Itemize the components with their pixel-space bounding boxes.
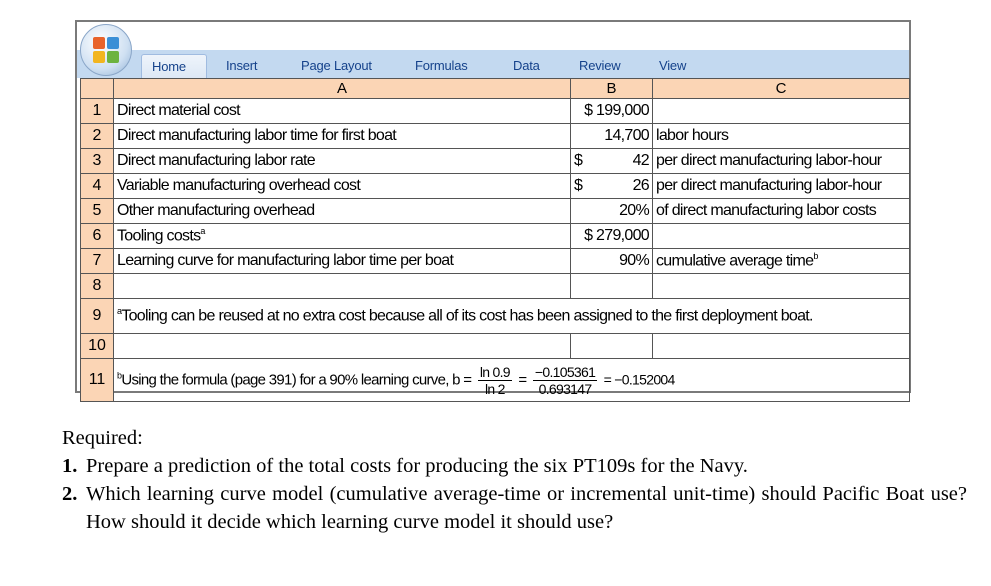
cell-a6[interactable] [114, 224, 571, 249]
cell-a11[interactable] [114, 359, 910, 402]
footnote-text: Tooling can be reused at no extra cost because all of its cost has been assigned to the first deployment boat. [121, 307, 813, 325]
office-button[interactable] [80, 24, 132, 76]
item-text: Which learning curve model (cumulative average-time or incremental unit-time) should Pacific Boat use? How should it decide which learning curve model it should use? [86, 483, 967, 533]
table-row [81, 334, 910, 359]
table-row [81, 124, 910, 149]
cell-text: cumulative average time [656, 252, 814, 270]
cell-c7[interactable] [653, 249, 910, 274]
row-header[interactable]: 1 [81, 99, 114, 124]
denominator: ln 2 [484, 380, 505, 397]
spreadsheet-window [75, 20, 911, 397]
tab-formulas[interactable]: Formulas [415, 58, 468, 73]
column-header-row [81, 79, 910, 99]
cell-value: 26 [632, 177, 649, 194]
cell-b7[interactable]: 90% [571, 249, 653, 274]
table-row [81, 249, 910, 274]
column-header-c[interactable]: C [653, 79, 910, 99]
footnote-marker: b [117, 369, 122, 380]
spreadsheet-grid [80, 78, 910, 402]
cell-b3[interactable] [571, 149, 653, 174]
footnote-marker: a [200, 226, 205, 237]
select-all-corner[interactable] [81, 79, 114, 99]
cell-c1[interactable] [653, 99, 910, 124]
cell-b1[interactable]: $ 199,000 [571, 99, 653, 124]
row-header[interactable]: 8 [81, 274, 114, 299]
formula-result: = −0.152004 [603, 370, 675, 387]
cell-b8[interactable] [571, 274, 653, 299]
row-header[interactable]: 2 [81, 124, 114, 149]
tab-home[interactable]: Home [141, 54, 207, 78]
cell-a8[interactable] [114, 274, 571, 299]
required-list [62, 452, 967, 536]
cell-b6[interactable]: $ 279,000 [571, 224, 653, 249]
tab-insert[interactable]: Insert [226, 58, 258, 73]
table-row [81, 149, 910, 174]
table-row [81, 359, 910, 402]
cell-c10[interactable] [653, 334, 910, 359]
row-header[interactable]: 3 [81, 149, 114, 174]
table-row [81, 299, 910, 334]
item-text: Prepare a prediction of the total costs for producing the six PT109s for the Navy. [86, 455, 748, 477]
cell-b10[interactable] [571, 334, 653, 359]
cell-a2[interactable]: Direct manufacturing labor time for first boat [114, 124, 571, 149]
table-row [81, 99, 910, 124]
cell-a10[interactable] [114, 334, 571, 359]
list-item [62, 480, 967, 536]
cell-a5[interactable]: Other manufacturing overhead [114, 199, 571, 224]
row-header[interactable]: 5 [81, 199, 114, 224]
required-heading: Required: [62, 427, 143, 449]
fraction-values [533, 364, 597, 397]
currency-symbol: $ [574, 177, 583, 194]
cell-a3[interactable]: Direct manufacturing labor rate [114, 149, 571, 174]
cell-c5[interactable]: of direct manufacturing labor costs [653, 199, 910, 224]
cell-value: 42 [632, 152, 649, 169]
cell-text: Tooling costs [117, 227, 201, 245]
footnote-text: Using the formula (page 391) for a 90% learning curve, b = [121, 370, 472, 388]
numerator: −0.105361 [534, 363, 596, 380]
cell-b5[interactable]: 20% [571, 199, 653, 224]
cell-b2[interactable]: 14,700 [571, 124, 653, 149]
footnote-marker: b [813, 251, 818, 262]
row-header[interactable]: 7 [81, 249, 114, 274]
cell-a9[interactable] [114, 299, 910, 334]
cell-a4[interactable]: Variable manufacturing overhead cost [114, 174, 571, 199]
item-number: 2. [62, 483, 78, 505]
row-header[interactable]: 9 [81, 299, 114, 334]
item-number: 1. [62, 455, 78, 477]
row-header[interactable]: 4 [81, 174, 114, 199]
table-row [81, 174, 910, 199]
list-item [62, 452, 967, 480]
equals-sign: = [518, 370, 527, 388]
tab-view[interactable]: View [659, 58, 687, 73]
tab-data[interactable]: Data [513, 58, 540, 73]
numerator: ln 0.9 [479, 363, 510, 380]
denominator: 0.693147 [538, 380, 592, 397]
fraction-ln [478, 364, 512, 397]
column-header-a[interactable]: A [114, 79, 571, 99]
table-row [81, 199, 910, 224]
cell-c8[interactable] [653, 274, 910, 299]
footnote-marker: a [117, 306, 122, 317]
cell-c4[interactable]: per direct manufacturing labor-hour [653, 174, 910, 199]
cell-c3[interactable]: per direct manufacturing labor-hour [653, 149, 910, 174]
table-row [81, 224, 910, 249]
cell-b4[interactable] [571, 174, 653, 199]
cell-c6[interactable] [653, 224, 910, 249]
cell-c2[interactable]: labor hours [653, 124, 910, 149]
tab-review[interactable]: Review [579, 58, 621, 73]
cell-a1[interactable]: Direct material cost [114, 99, 571, 124]
row-header[interactable]: 6 [81, 224, 114, 249]
row-header[interactable]: 11 [81, 359, 114, 402]
currency-symbol: $ [574, 152, 583, 169]
column-header-b[interactable]: B [571, 79, 653, 99]
row-header[interactable]: 10 [81, 334, 114, 359]
tab-page-layout[interactable]: Page Layout [301, 58, 372, 73]
required-section [62, 424, 967, 536]
cell-a7[interactable]: Learning curve for manufacturing labor time per boat [114, 249, 571, 274]
office-logo-icon [93, 37, 119, 63]
table-row [81, 274, 910, 299]
